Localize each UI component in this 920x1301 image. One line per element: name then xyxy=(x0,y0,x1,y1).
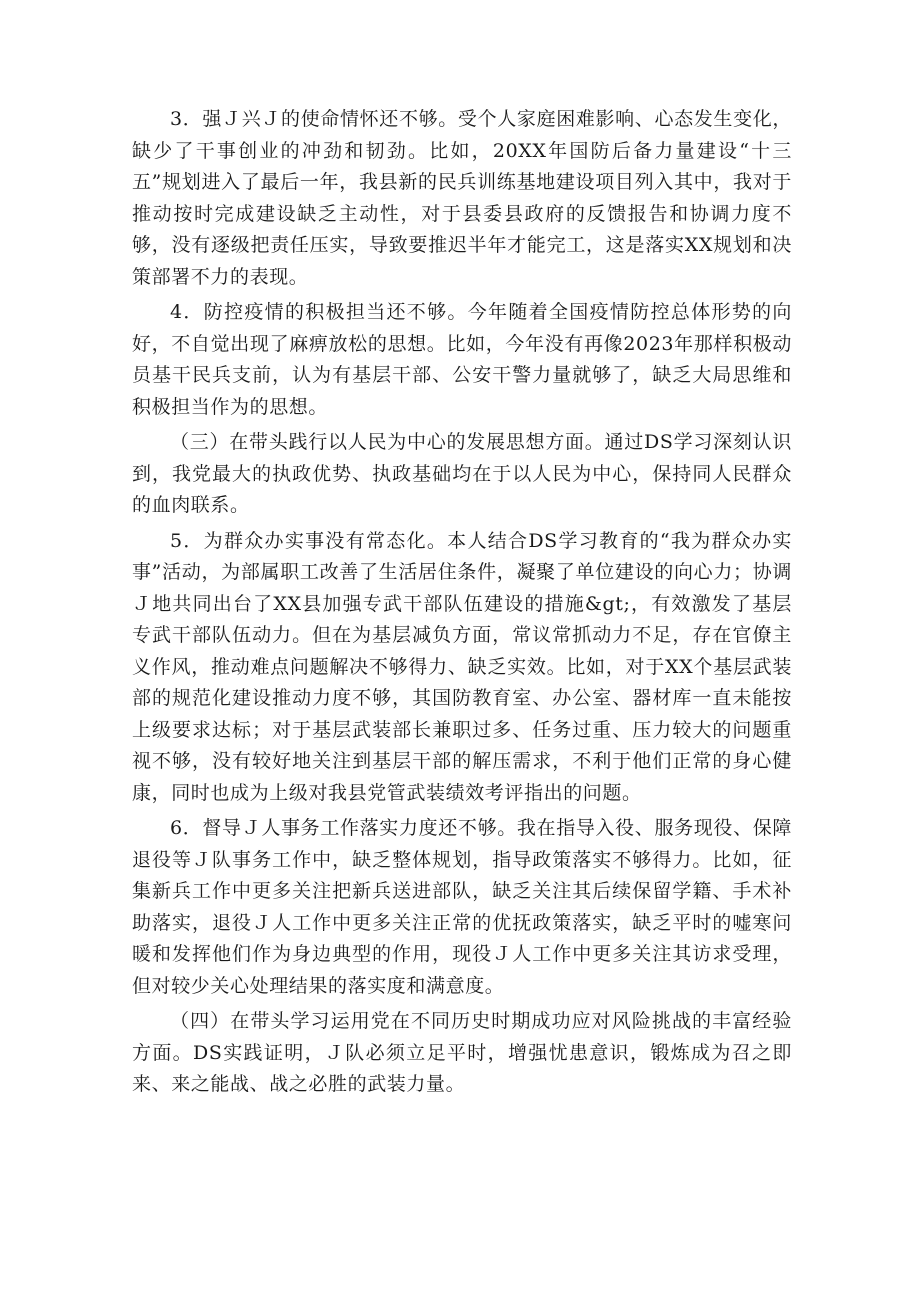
paragraph-item-3: 3．强Ｊ兴Ｊ的使命情怀还不够。受个人家庭困难影响、心态发生变化，缺少了干事创业的冲劲和韧劲。比如，20XX年国防后备力量建设“十三五”规划进入了最后一年，我县新的民兵训练基地建设项目列入其中，我对于推动按时完成建设缺乏主动性，对于县委县政府的反馈报告和协调力度不够，没有逐级把责任压实，导致要推迟半年才能完工，这是落实XX规划和决策部署不力的表现。 xyxy=(132,108,792,288)
paragraph-item-6: 6．督导Ｊ人事务工作落实力度还不够。我在指导入役、服务现役、保障退役等Ｊ队事务工作中，缺乏整体规划，指导政策落实不够得力。比如，征集新兵工作中更多关注把新兵送进部队，缺乏关注其后续保留学籍、手术补助落实，退役Ｊ人工作中更多关注正常的优抚政策落实，缺乏平时的嘘寒问暖和发挥他们作为身边典型的作用，现役Ｊ人工作中更多关注其访求受理，但对较少关心处理结果的落实度和满意度。 xyxy=(132,817,792,997)
paragraph-item-5: 5．为群众办实事没有常态化。本人结合DS学习教育的“我为群众办实事”活动，为部属职工改善了生活居住条件，凝聚了单位建设的向心力；协调Ｊ地共同出台了XX县加强专武干部队伍建设的措施&gt;，有效激发了基层专武干部队伍动力。但在为基层减负方面，常议常抓动力不足，存在官僚主义作风，推动难点问题解决不够得力、缺乏实效。比如，对于XX个基层武装部的规范化建设推动力度不够，其国防教育室、办公室、器材库一直未能按上级要求达标；对于基层武装部长兼职过多、任务过重、压力较大的问题重视不够，没有较好地关注到基层干部的解压需求，不利于他们正常的身心健康，同时也成为上级对我县党管武装绩效考评指出的问题。 xyxy=(132,529,792,804)
paragraph-item-4: 4．防控疫情的积极担当还不够。今年随着全国疫情防控总体形势的向好，不自觉出现了麻痹放松的思想。比如，今年没有再像2023年那样积极动员基干民兵支前，认为有基层干部、公安干警力量就够了，缺乏大局思维和积极担当作为的思想。 xyxy=(132,301,792,418)
section-heading-4: （四）在带头学习运用党在不同历史时期成功应对风险挑战的丰富经验方面。DS实践证明，Ｊ队必须立足平时，增强忧患意识，锻炼成为召之即来、来之能战、战之必胜的武装力量。 xyxy=(132,1010,792,1095)
section-heading-3: （三）在带头践行以人民为中心的发展思想方面。通过DS学习深刻认识到，我党最大的执政优势、执政基础均在于以人民为中心，保持同人民群众的血肉联系。 xyxy=(132,431,792,516)
document-body xyxy=(132,104,792,1105)
